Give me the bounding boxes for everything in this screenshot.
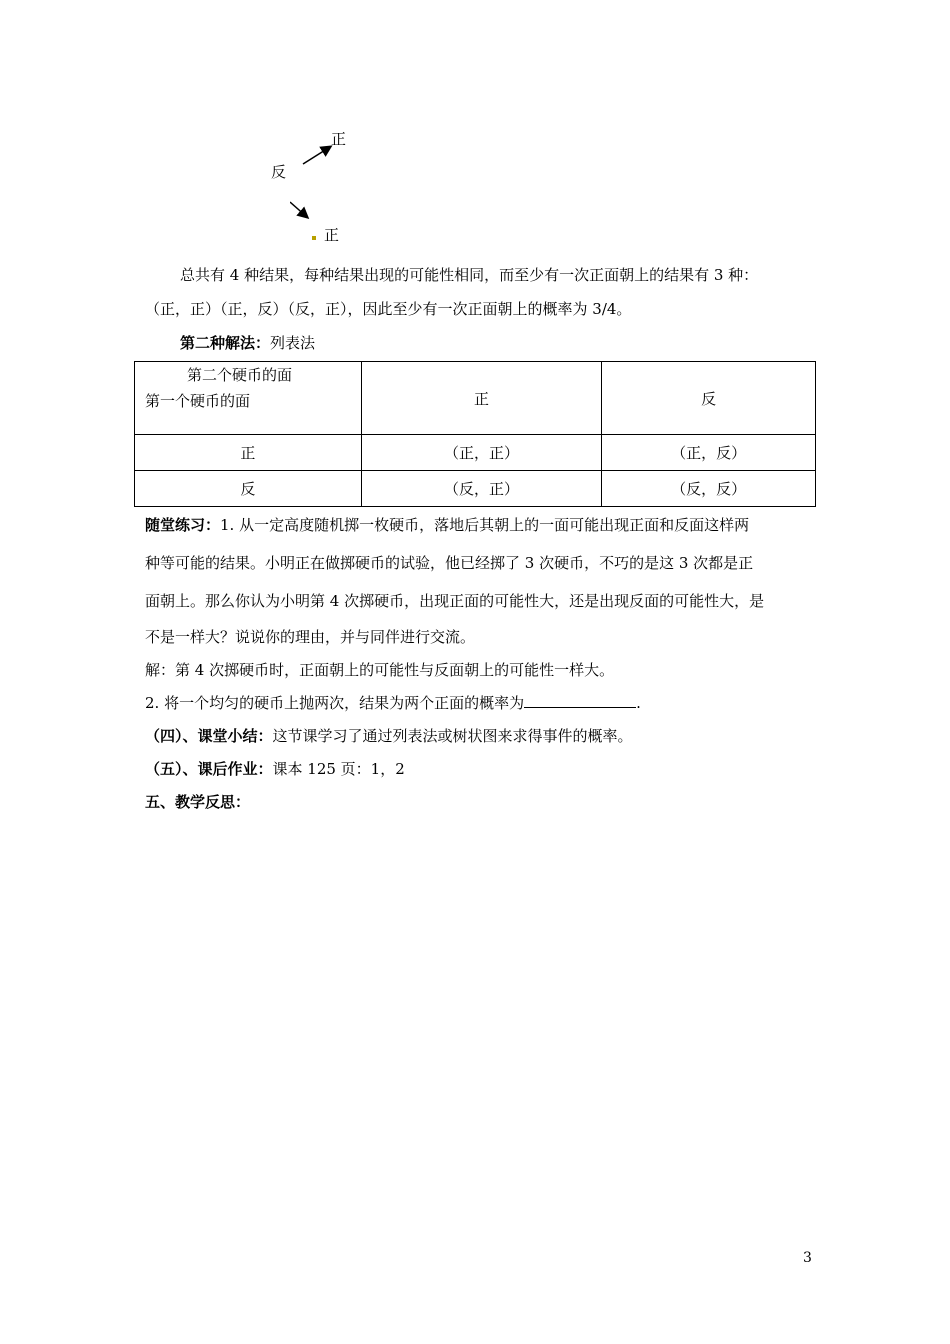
corner-bottom-label: 第一个硬币的面 [145,392,251,410]
tree-arrow-up [303,147,330,164]
practice-heading: 随堂练习： [145,516,221,534]
table-header-row [135,362,816,435]
tree-bottom-label: 正 [324,226,340,244]
summary-text: 这节课学习了通过列表法或树状图来求得事件的概率。 [272,727,633,745]
reflection-heading: 五、教学反思： [145,793,251,811]
practice-answer: 解：第 4 次掷硬币时，正面朝上的可能性与反面朝上的可能性一样大。 [145,661,615,679]
practice-q2 [145,686,810,720]
practice-q1-line1: 1. 从一定高度随机掷一枚硬币，落地后其朝上的一面可能出现正面和反面这样两 [220,516,750,534]
table-corner-cell [135,362,362,435]
answer-blank [524,693,636,708]
tree-top-label: 正 [331,130,347,148]
practice-q1-line4: 不是一样大？说说你的理由，并与同伴进行交流。 [145,628,476,646]
col-header: 正 [361,362,602,435]
outcome-table [134,361,816,507]
table-cell: （反，反） [602,471,816,507]
row-label: 正 [135,435,362,471]
corner-top-label: 第二个硬币的面 [187,366,293,384]
homework-heading: （五）、课后作业： [145,760,273,778]
practice-q1-line2: 种等可能的结果。小明正在做掷硬币的试验，他已经掷了 3 次硬币，不巧的是这 3 次都是正 [145,554,754,572]
col-header: 反 [602,362,816,435]
method2-text: 列表法 [270,334,316,352]
homework-line [145,752,810,786]
summary-line [145,719,810,753]
solution1-line1: 总共有 4 种结果，每种结果出现的可能性相同，而至少有一次正面朝上的结果有 3 种： [180,266,759,284]
table-cell: （正，反） [602,435,816,471]
table-row [135,435,816,471]
tree-arrow-down [290,202,307,217]
homework-text: 课本 125 页：1，2 [272,760,405,778]
marker-dot [312,236,316,240]
practice-line1 [145,508,810,542]
table-cell: （正，正） [361,435,602,471]
row-label: 反 [135,471,362,507]
summary-heading: （四）、课堂小结： [145,727,273,745]
table-cell: （反，正） [361,471,602,507]
method2-line [180,326,845,360]
tree-arrows [290,140,340,220]
table-row [135,471,816,507]
method2-heading: 第二种解法： [180,334,271,352]
tree-root-label: 反 [271,163,287,181]
practice-q1-line3: 面朝上。那么你认为小明第 4 次掷硬币，出现正面的可能性大，还是出现反面的可能性大，是 [145,592,765,610]
page-number: 3 [803,1250,812,1266]
practice-q2-end: . [636,694,641,712]
practice-q2-text: 2. 将一个均匀的硬币上抛两次，结果为两个正面的概率为 [145,694,525,712]
solution1-line2: （正，正）（正，反）（反，正），因此至少有一次正面朝上的概率为 3/4。 [145,300,632,318]
